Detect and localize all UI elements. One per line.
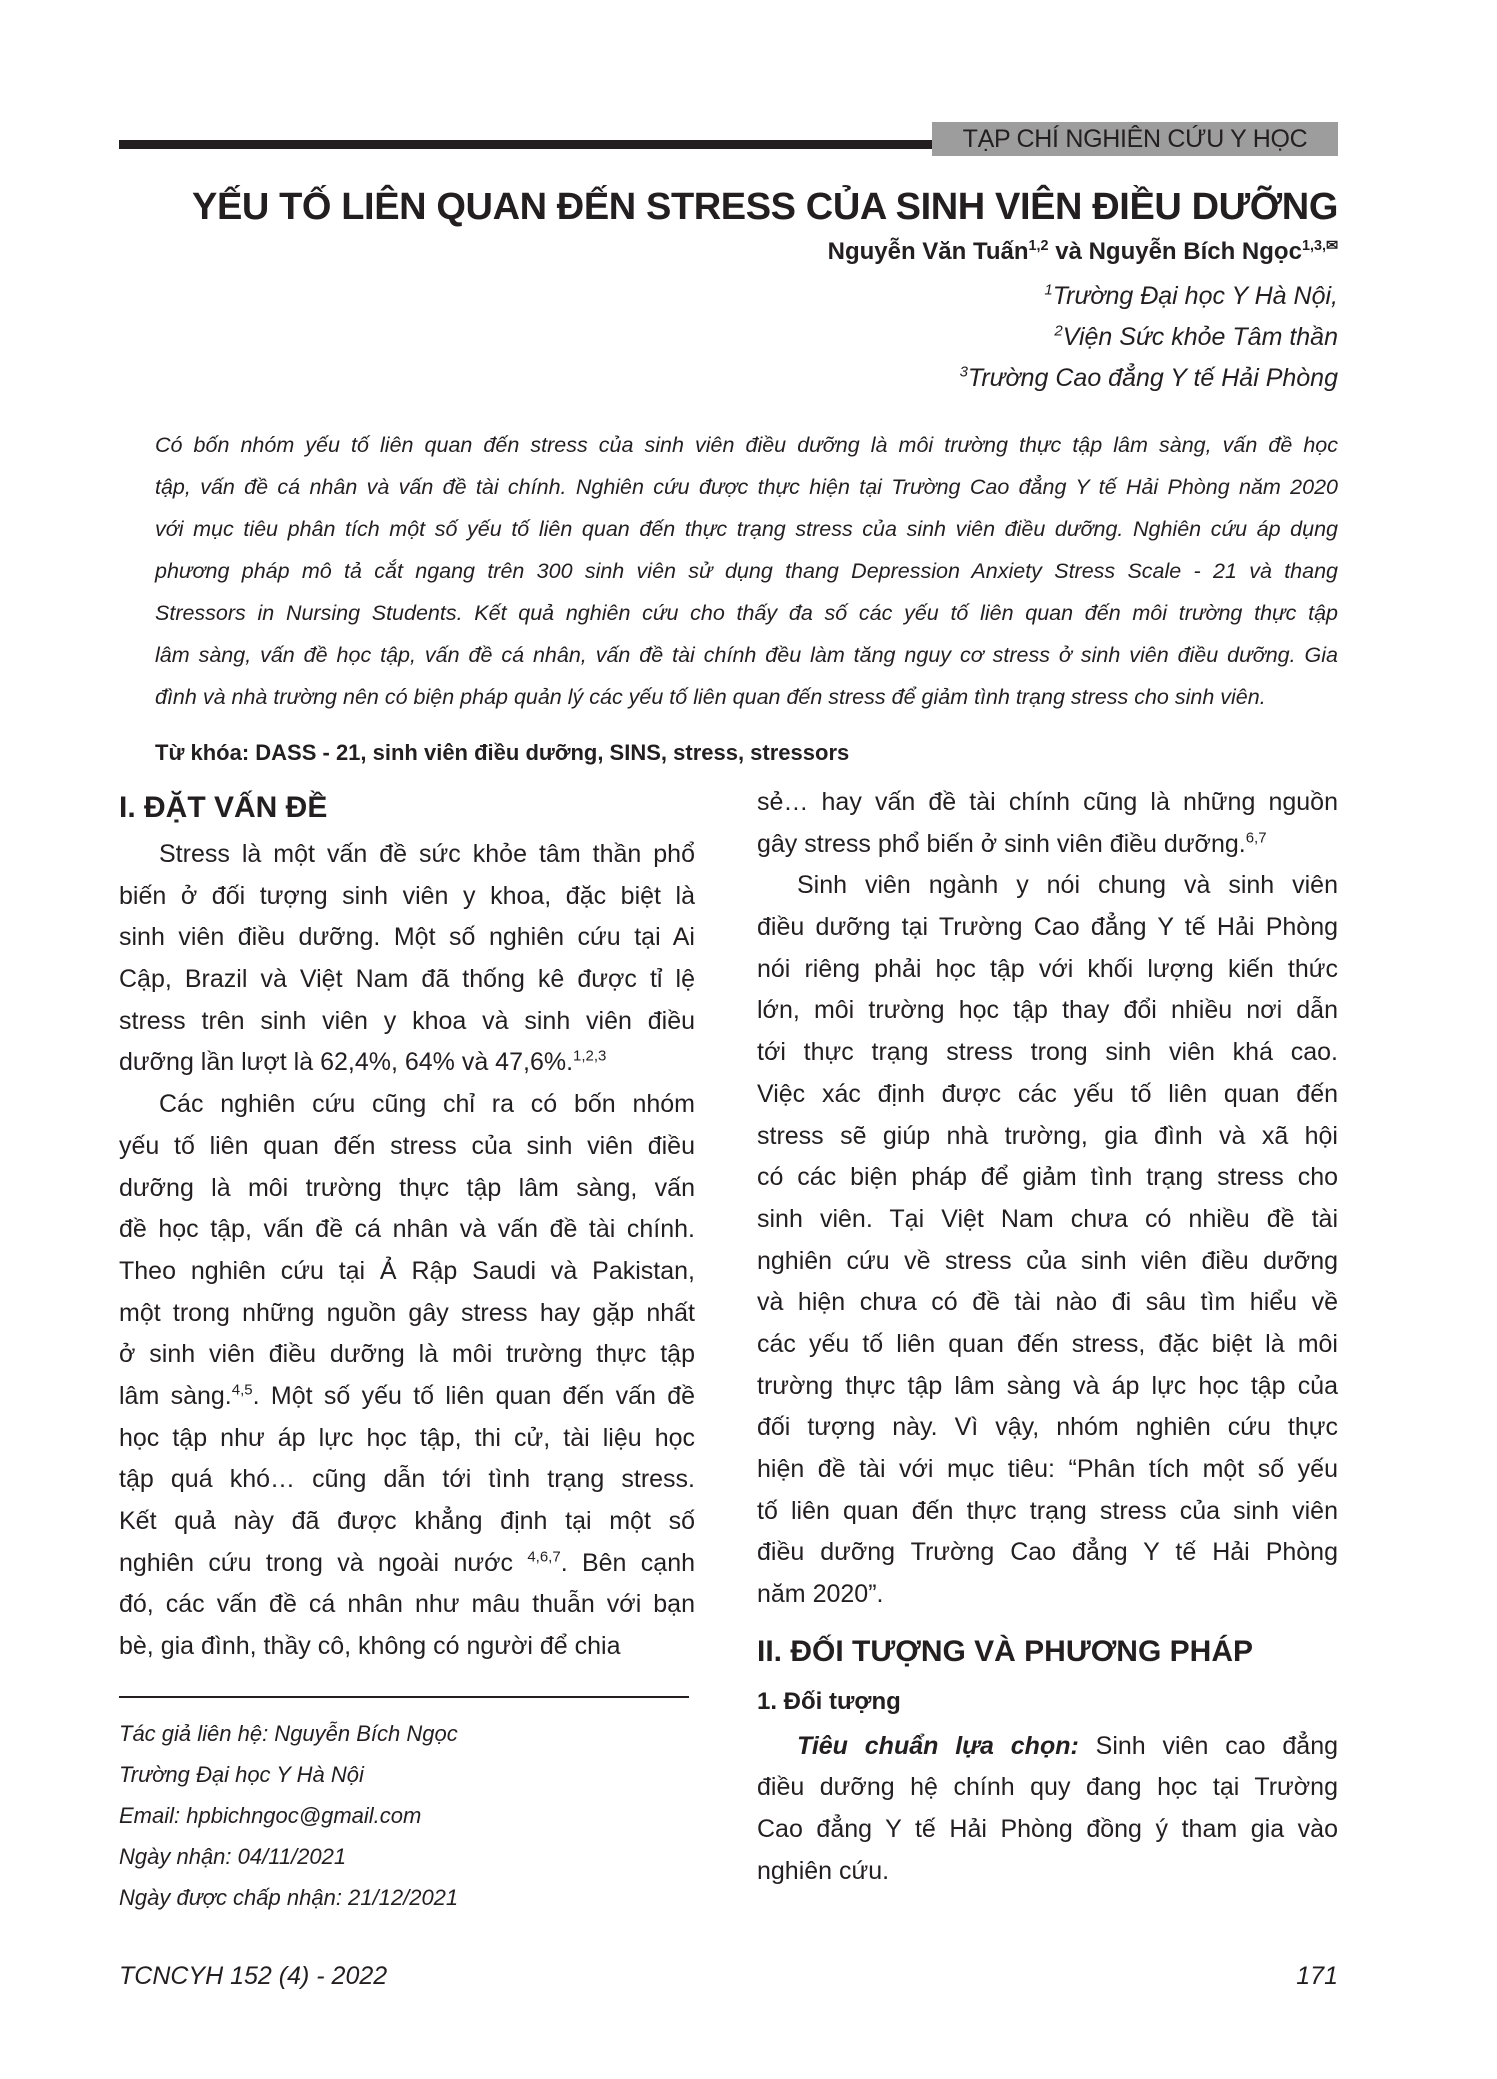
citation-sup: 4,6,7 (527, 1548, 561, 1566)
right-column (757, 782, 1338, 1893)
text-line: trường thực tập lâm sàng và áp lực học tập của (757, 1371, 1338, 1400)
affil-sup: 2 (1054, 322, 1063, 340)
text-line: điều dưỡng tại Trường Cao đẳng Y tế Hải Phòng (757, 913, 1338, 942)
text-line: Cao đẳng Y tế Hải Phòng đồng ý tham gia vào (757, 1815, 1338, 1844)
affil-name: Trường Đại học Y Hà Nội, (1052, 282, 1338, 310)
author-2: Nguyễn Bích Ngọc (1088, 238, 1302, 265)
text-line: Stress là một vấn đề sức khỏe tâm thần phổ (159, 840, 695, 868)
section-heading: II. ĐỐI TƯỢNG VÀ PHƯƠNG PHÁP (757, 1634, 1253, 1668)
text-line: đình và nhà trường nên có biện pháp quản lý các yếu tố liên quan đến stress để giảm tình trạng stress cho sinh viên. (155, 685, 1266, 709)
text-line: lâm sàng.$^{4,5}$. Một số yếu tố liên quan đến vấn đề (119, 1381, 695, 1410)
text-line: tới thực trạng stress trong sinh viên khá cao. (757, 1038, 1338, 1067)
text-line: sẻ… hay vấn đề tài chính cũng là những nguồn (757, 788, 1338, 816)
citation-sup: 1,2,3 (573, 1048, 607, 1066)
text-line: Sinh viên ngành y nói chung và sinh viên (797, 871, 1338, 900)
text-line: nghiên cứu trong và ngoài nước $^{4,6,7}$. Bên cạnh (119, 1548, 695, 1577)
citation-sup: 6,7 (1245, 829, 1267, 847)
affil-sup: 1 (1044, 281, 1053, 299)
subsection-heading: 1. Đối tượng (757, 1687, 901, 1715)
text-line: điều dưỡng Trường Cao đẳng Y tế Hải Phòng (757, 1538, 1338, 1567)
section-heading: I. ĐẶT VẤN ĐỀ (119, 791, 328, 824)
text-line: sinh viên. Tại Việt Nam chưa có nhiều đề tài (757, 1204, 1338, 1233)
text-line: các yếu tố liên quan đến stress, đặc biệt là môi (757, 1329, 1338, 1358)
affil-sup: 3 (959, 363, 968, 381)
corresponding-author: Tác giả liên hệ: Nguyễn Bích Ngọc (119, 1721, 458, 1746)
affil-name: Viện Sức khỏe Tâm thần (1062, 323, 1338, 351)
paragraph (757, 1726, 1338, 1893)
text-line: bè, gia đình, thầy cô, không có người để chia (119, 1632, 621, 1661)
text-line: yếu tố liên quan đến stress của sinh viên điều (119, 1131, 695, 1160)
received-date: Ngày nhận: 04/11/2021 (119, 1844, 347, 1869)
affil-name: Trường Cao đẳng Y tế Hải Phòng (967, 364, 1338, 392)
text-line: Các nghiên cứu cũng chỉ ra có bốn nhóm (159, 1090, 695, 1119)
text-line: năm 2020”. (757, 1580, 884, 1609)
text-line: hiện đề tài với mục tiêu: “Phân tích một số yếu (757, 1455, 1338, 1483)
authors (828, 238, 1338, 266)
text-line: tố liên quan đến thực trạng stress của sinh viên (757, 1496, 1338, 1525)
text-line: Theo nghiên cứu tại Ả Rập Saudi và Pakistan, (119, 1256, 695, 1285)
text-line: dưỡng lần lượt là 62,4%, 64% và 47,6%.$^{1,2,3}$ (119, 1048, 607, 1077)
text-line: stress sẽ giúp nhà trường, gia đình và xã hội (757, 1121, 1338, 1150)
text-line: đó, các vấn đề cá nhân như mâu thuẫn với bạn (119, 1590, 695, 1619)
article-title: YẾU TỐ LIÊN QUAN ĐẾN STRESS CỦA SINH VIÊN ĐIỀU DƯỠNG (192, 186, 1338, 228)
email: Email: hpbichngoc@gmail.com (119, 1803, 422, 1828)
text-line: nghiên cứu. (757, 1856, 890, 1885)
text-line: đề học tập, vấn đề cá nhân và vấn đề tài chính. (119, 1215, 695, 1244)
text-line: học tập như áp lực học tập, thi cử, tài liệu học (119, 1423, 695, 1452)
text-line: Kết quả này đã được khẳng định tại một số (119, 1507, 695, 1535)
author-1: Nguyễn Văn Tuấn (827, 238, 1029, 265)
paragraph (757, 782, 1338, 865)
text-line: Có bốn nhóm yếu tố liên quan đến stress của sinh viên điều dưỡng là môi trường thực tập lâm sàng, vấn đề học (155, 433, 1338, 457)
accepted-date: Ngày được chấp nhận: 21/12/2021 (119, 1885, 459, 1910)
corresponding-affiliation: Trường Đại học Y Hà Nội (119, 1762, 364, 1787)
journal-issue: TCNCYH 152 (4) - 2022 (119, 1962, 388, 1990)
text-line: đối tượng này. Vì vậy, nhóm nghiên cứu thực (757, 1413, 1338, 1442)
keywords: Từ khóa: DASS - 21, sinh viên điều dưỡng, SINS, stress, stressors (155, 740, 850, 765)
text-line: lâm sàng, vấn đề học tập, vấn đề cá nhân, vấn đề tài chính đều làm tăng nguy cơ stress ở sinh viên điều dưỡng. Gia (155, 643, 1338, 667)
text-line: với mục tiêu phân tích một số yếu tố liên quan đến thực trạng stress của sinh viên điều dưỡng. Nghiên cứu áp dụng (155, 517, 1338, 541)
text-line: lớn, môi trường học tập thay đổi nhiều nơi dẫn (757, 996, 1338, 1025)
affiliation-1 (1044, 282, 1338, 311)
text-line: ở sinh viên điều dưỡng là môi trường thực tập (119, 1340, 695, 1369)
text-line: một trong những nguồn gây stress hay gặp nhất (119, 1298, 695, 1327)
footnotes (119, 1713, 458, 1918)
text-line: nghiên cứu về stress của sinh viên điều dưỡng (757, 1246, 1338, 1275)
citation-sup: 4,5 (231, 1381, 253, 1399)
text-line: biến ở đối tượng sinh viên y khoa, đặc biệt là (119, 881, 695, 910)
text-line: điều dưỡng hệ chính quy đang học tại Trường (757, 1773, 1338, 1802)
text-line: Việc xác định được các yếu tố liên quan đến (757, 1079, 1338, 1108)
page-number: 171 (1296, 1962, 1338, 1990)
text-line: phương pháp mô tả cắt ngang trên 300 sinh viên sử dụng thang Depression Anxiety Stress Scale - 21 và thang (155, 559, 1338, 583)
text-line: tập, vấn đề cá nhân và vấn đề tài chính. Nghiên cứu được thực hiện tại Trường Cao đẳng Y tế Hải Phòng năm 2020 (155, 475, 1338, 499)
text-line: tập quá khó… cũng dẫn tới tình trạng stress. (119, 1465, 695, 1494)
author-1-affil: 1,2 (1028, 238, 1049, 254)
header-rule (119, 140, 934, 149)
paragraph (757, 865, 1338, 1615)
footnote-rule (119, 1696, 689, 1698)
abstract (155, 424, 1338, 718)
left-column (119, 782, 695, 1668)
text-line: và hiện chưa có đề tài nào đi sâu tìm hiểu về (757, 1288, 1338, 1317)
text-line: nói riêng phải học tập với khối lượng kiến thức (757, 954, 1338, 983)
paragraph (119, 1084, 695, 1668)
affiliation-3 (960, 364, 1338, 393)
author-conj: và (1048, 238, 1089, 265)
text-line: Stressors in Nursing Students. Kết quả nghiên cứu cho thấy đa số các yếu tố liên quan đến môi trường thực tập (155, 601, 1338, 625)
text-line: gây stress phổ biến ở sinh viên điều dưỡng.$^{6,7}$ (757, 829, 1267, 858)
affiliation-2 (1054, 323, 1338, 352)
text-line: dưỡng là môi trường thực tập lâm sàng, vấn (119, 1173, 695, 1202)
paragraph (119, 834, 695, 1084)
author-2-affil: 1,3,✉ (1301, 238, 1338, 254)
journal-name: TẠP CHÍ NGHIÊN CỨU Y HỌC (932, 122, 1338, 156)
text-line: stress trên sinh viên y khoa và sinh viên điều (119, 1006, 695, 1035)
text-line: có các biện pháp để giảm tình trạng stress cho (757, 1163, 1338, 1192)
text-line: sinh viên điều dưỡng. Một số nghiên cứu tại Ai (119, 923, 695, 952)
text-line: Tiêu chuẩn lựa chọn: Sinh viên cao đẳng (797, 1731, 1339, 1760)
criteria-label: Tiêu chuẩn lựa chọn: (797, 1731, 1079, 1760)
text-line: Cập, Brazil và Việt Nam đã thống kê được tỉ lệ (119, 965, 695, 994)
